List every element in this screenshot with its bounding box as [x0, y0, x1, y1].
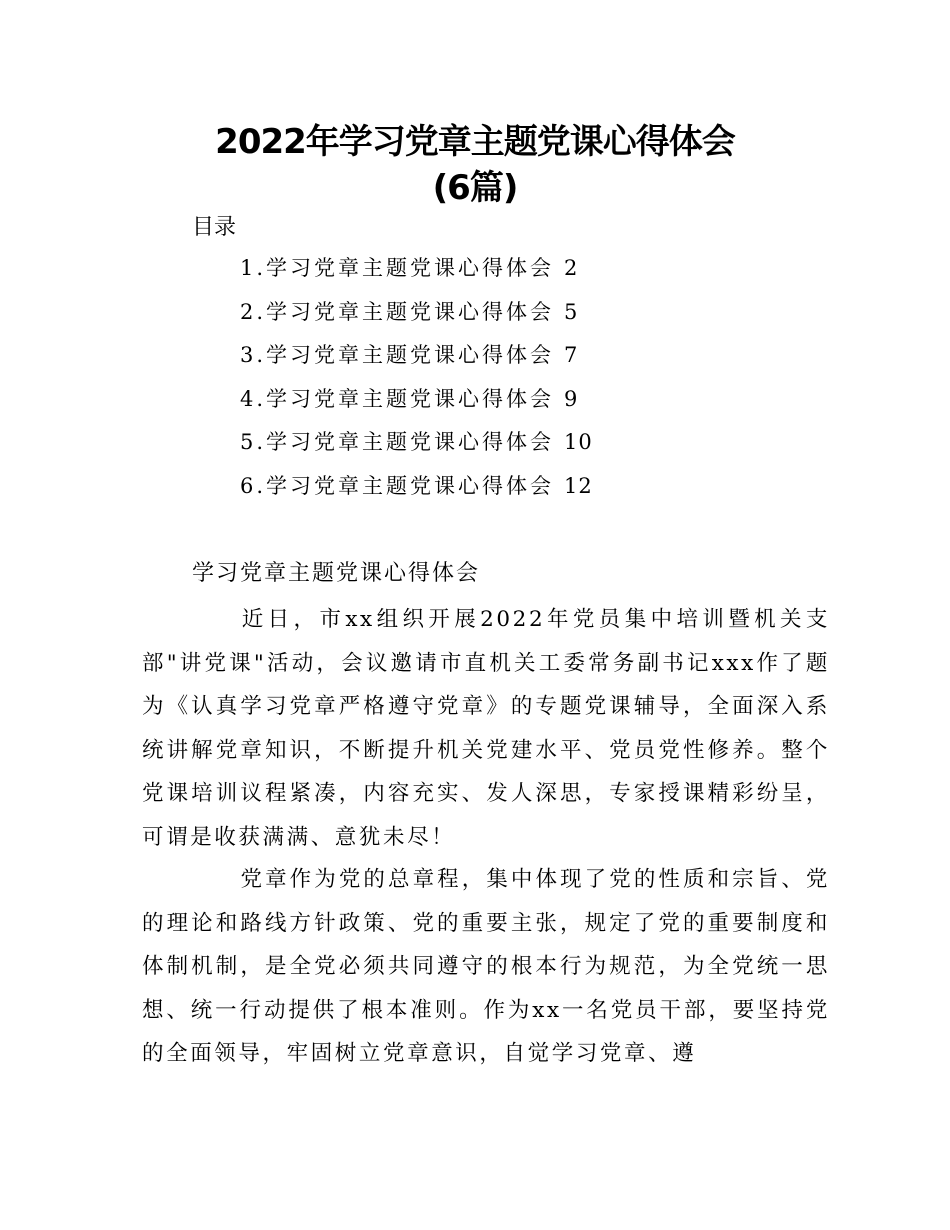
- document-title: 2022年学习党章主题党课心得体会: [215, 122, 735, 162]
- toc-item[interactable]: [240, 383, 593, 427]
- toc-item-page: 12: [564, 473, 593, 498]
- toc-item-label: 4.学习党章主题党课心得体会: [240, 386, 555, 411]
- toc-item-label: 2.学习党章主题党课心得体会: [240, 299, 555, 324]
- toc-item[interactable]: [240, 296, 593, 340]
- toc-item-page: 7: [564, 343, 579, 367]
- toc-item-label: 5.学习党章主题党课心得体会: [240, 430, 555, 454]
- toc-item-page: 2: [564, 256, 579, 280]
- toc-item-page: 5: [564, 299, 579, 324]
- toc-heading: 目录: [192, 215, 237, 240]
- toc-item-label: 6.学习党章主题党课心得体会: [240, 473, 555, 498]
- toc-item-label: 1.学习党章主题党课心得体会: [240, 256, 555, 280]
- section-title: 学习党章主题党课心得体会: [192, 561, 481, 586]
- paragraph-text: 党章作为党的总章程，集中体现了党的性质和宗旨、党的理论和路线方针政策、党的重要主张，规定了党的重要制度和体制机制，是全党必须共同遵守的根本行为规范，为全党统一思想、统一行动提供了根本准则。作为xx一名党员干部，要坚持党的全面领导，牢固树立党章意识，自觉学习党章、遵: [142, 867, 830, 1067]
- toc-item[interactable]: [240, 426, 593, 470]
- toc-item[interactable]: [240, 252, 593, 296]
- toc-item[interactable]: [240, 339, 593, 383]
- toc-item-label: 3.学习党章主题党课心得体会: [240, 343, 555, 367]
- document-subtitle: (6篇): [432, 168, 518, 208]
- table-of-contents: [240, 252, 593, 513]
- paragraph-text: 近日，市xx组织开展2022年党员集中培训暨机关支部"讲党课"活动，会议邀请市直机关工委常务副书记xxx作了题为《认真学习党章严格遵守党章》的专题党课辅导，全面深入系统讲解党章知识，不断提升机关党建水平、党员党性修养。整个党课培训议程紧凑，内容充实、发人深思，专家授课精彩纷呈，可谓是收获满满、意犹未尽！: [142, 607, 830, 850]
- toc-item-page: 10: [564, 430, 593, 454]
- toc-item[interactable]: [240, 470, 593, 514]
- body-paragraph: [142, 858, 830, 1076]
- body-paragraph: [142, 598, 830, 860]
- toc-item-page: 9: [564, 386, 579, 411]
